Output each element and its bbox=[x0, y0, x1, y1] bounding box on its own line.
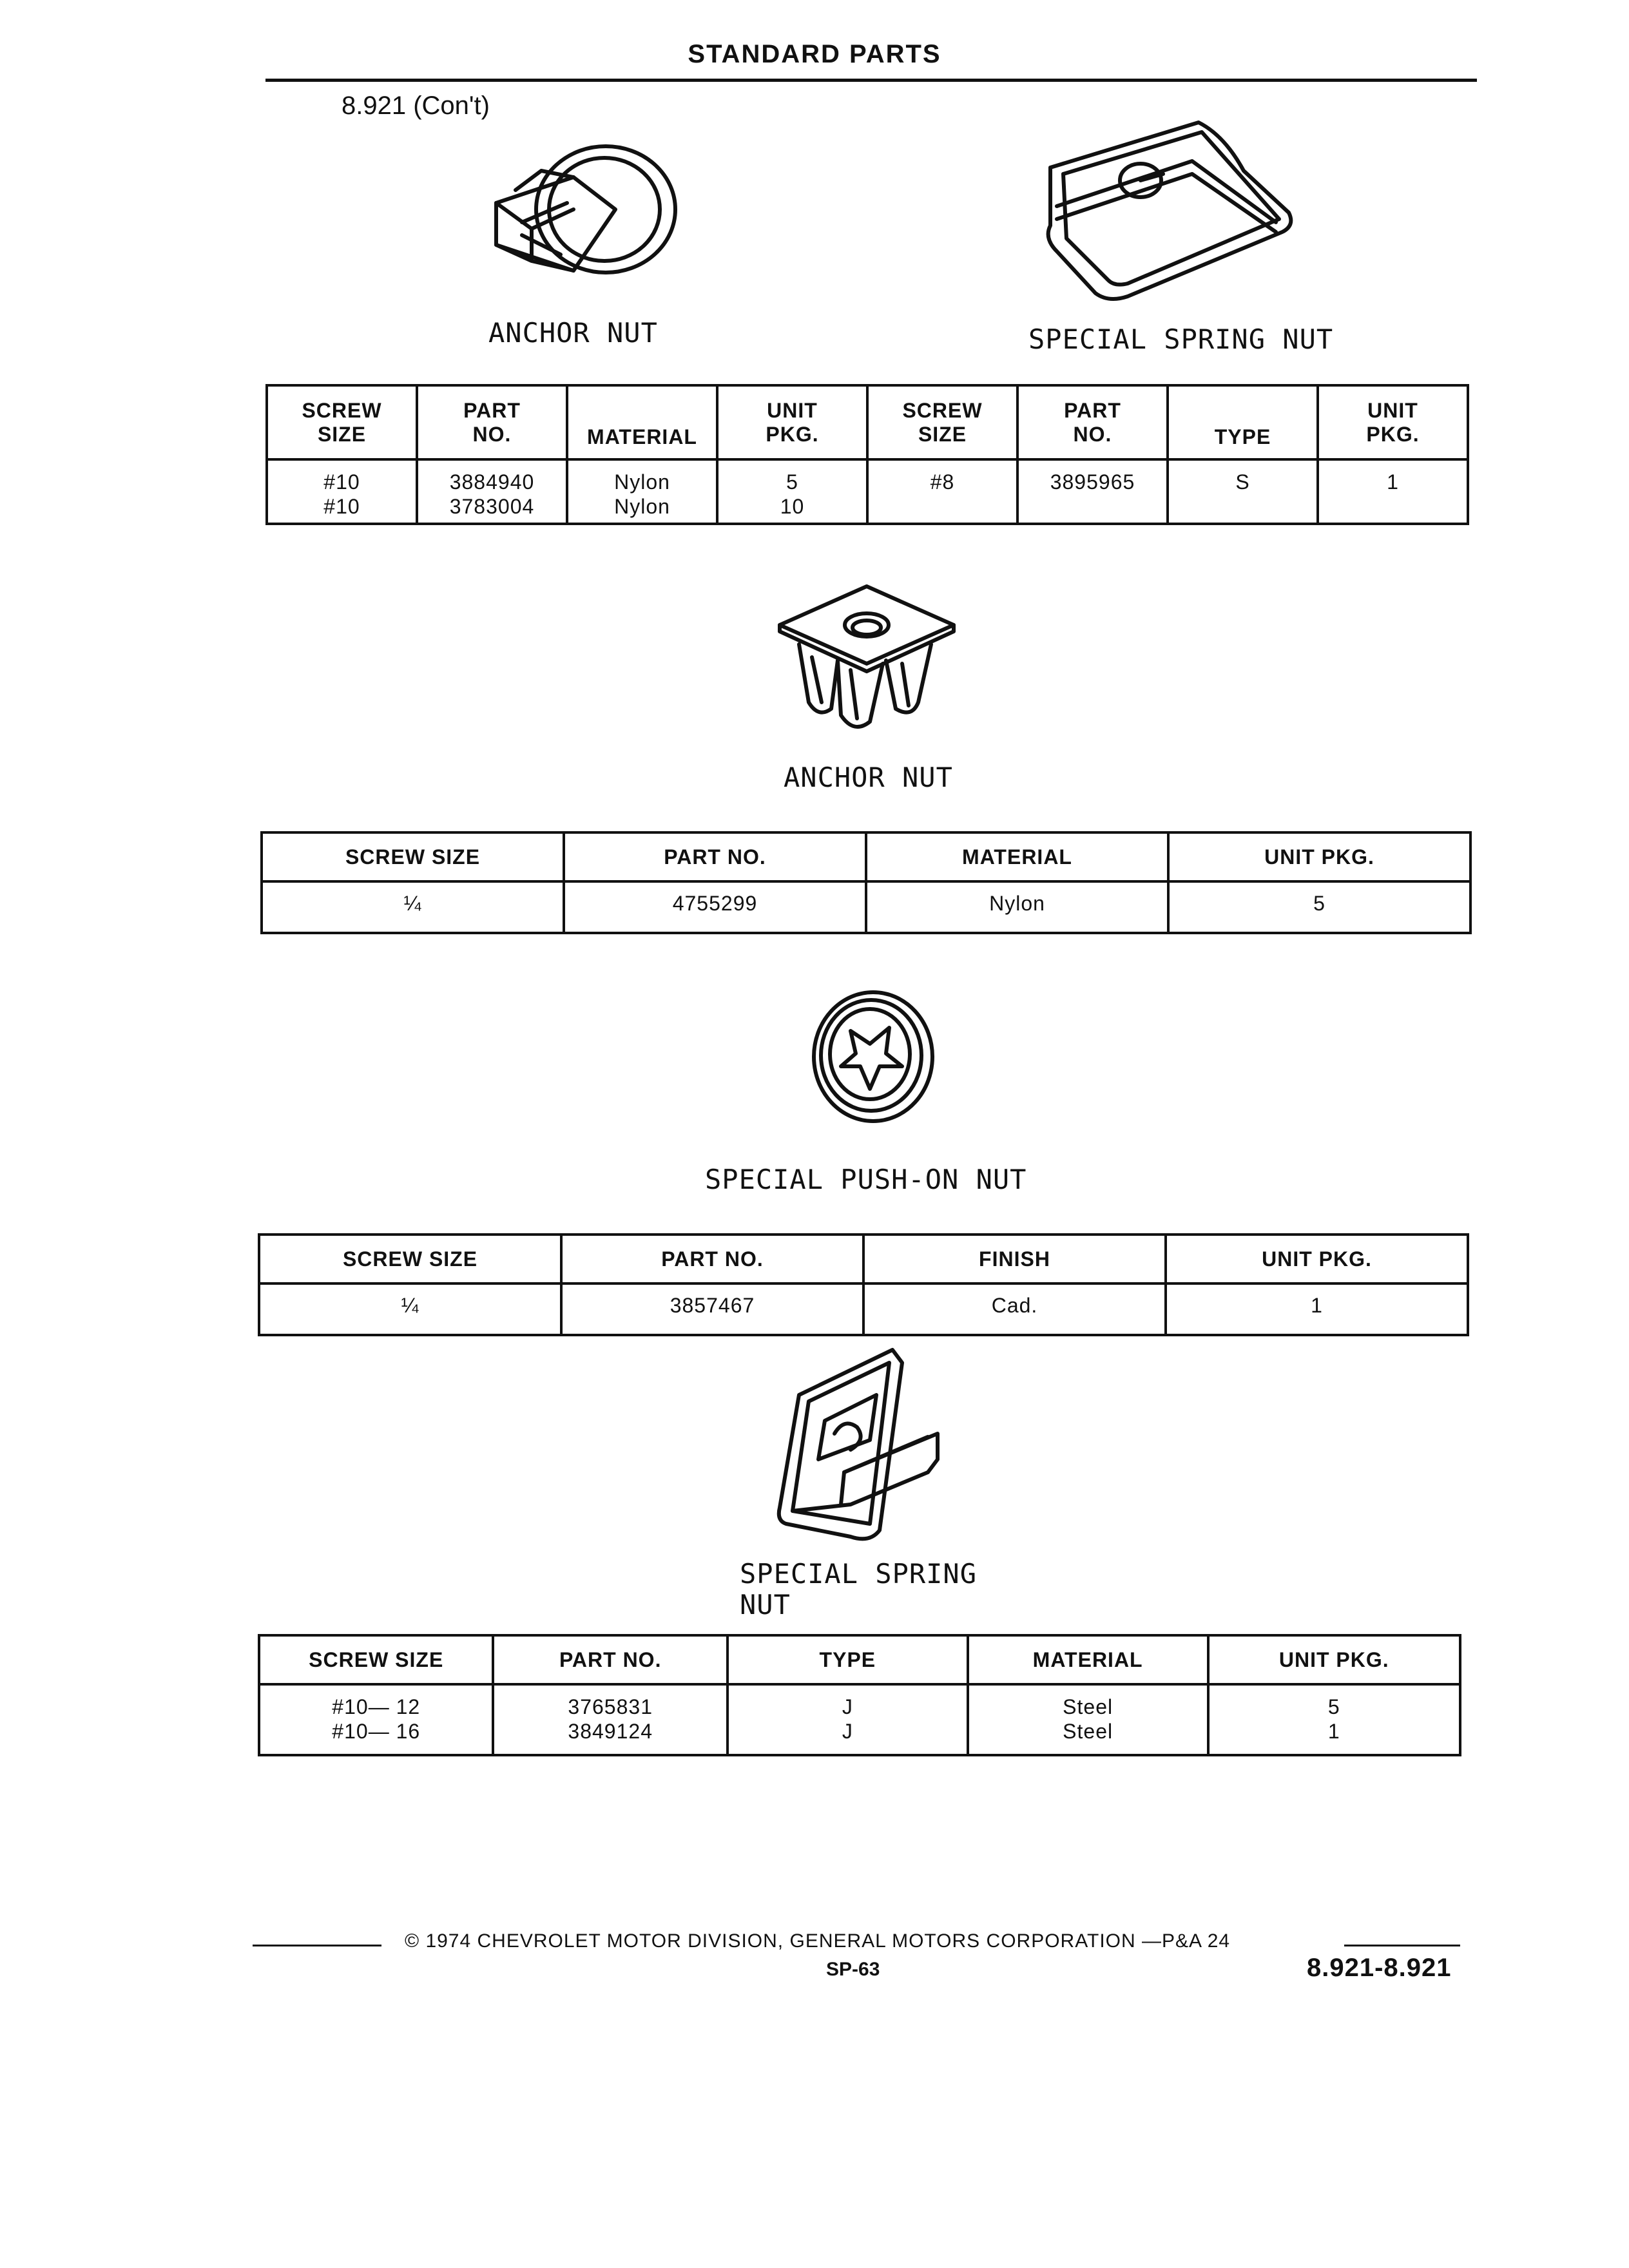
col-header: SCREW SIZE bbox=[867, 385, 1017, 459]
col-header: PART NO. bbox=[493, 1635, 727, 1684]
footer-rule-right bbox=[1344, 1945, 1460, 1946]
cell-material: Nylon Nylon bbox=[567, 459, 717, 524]
table-row bbox=[262, 881, 1470, 933]
col-header: MATERIAL bbox=[866, 832, 1168, 881]
cell-screw-size: #10 #10 bbox=[267, 459, 417, 524]
col-header: UNIT PKG. bbox=[1208, 1635, 1460, 1684]
j-spring-nut-illustration bbox=[773, 1343, 941, 1543]
cell-part-no: 3857467 bbox=[561, 1283, 863, 1335]
page-reference: 8.921-8.921 bbox=[1307, 1954, 1452, 1982]
anchor-nut-square-illustration bbox=[773, 580, 960, 741]
cell-unit-pkg: 5 1 bbox=[1208, 1684, 1460, 1755]
header-rule bbox=[265, 79, 1477, 82]
anchor-nut-caption: ANCHOR NUT bbox=[488, 317, 658, 349]
footer-rule-left bbox=[253, 1945, 381, 1946]
parts-table-2 bbox=[260, 831, 1472, 934]
col-header: UNIT PKG. bbox=[1168, 832, 1470, 881]
cell-screw-size: ¼ bbox=[262, 881, 564, 933]
parts-table-4 bbox=[258, 1634, 1461, 1756]
cell-screw-size: ¼ bbox=[259, 1283, 561, 1335]
col-header: SCREW SIZE bbox=[259, 1235, 561, 1283]
j-spring-nut-caption-line2: NUT bbox=[740, 1589, 791, 1620]
table-row bbox=[259, 1684, 1460, 1755]
push-on-nut-illustration bbox=[805, 986, 941, 1128]
cell-screw-size: #8 bbox=[867, 459, 1017, 524]
cell-material: Steel Steel bbox=[968, 1684, 1208, 1755]
j-spring-nut-caption-line1: SPECIAL SPRING bbox=[740, 1558, 978, 1590]
cell-material: Nylon bbox=[866, 881, 1168, 933]
page-code: SP-63 bbox=[826, 1959, 880, 1980]
special-spring-nut-illustration bbox=[1031, 110, 1302, 309]
col-header: UNIT PKG. bbox=[1166, 1235, 1468, 1283]
parts-table-3 bbox=[258, 1233, 1469, 1336]
col-header: PART NO. bbox=[1017, 385, 1168, 459]
table-row bbox=[267, 459, 1468, 524]
section-reference: 8.921 (Con't) bbox=[342, 91, 490, 120]
col-header: SCREW SIZE bbox=[259, 1635, 493, 1684]
col-header: SCREW SIZE bbox=[267, 385, 417, 459]
push-on-nut-caption: SPECIAL PUSH-ON NUT bbox=[705, 1164, 1027, 1195]
col-header: UNIT PKG. bbox=[1318, 385, 1468, 459]
col-header: PART NO. bbox=[417, 385, 567, 459]
anchor-nut-square-caption: ANCHOR NUT bbox=[784, 762, 953, 793]
cell-unit-pkg: 1 bbox=[1318, 459, 1468, 524]
cell-unit-pkg: 1 bbox=[1166, 1283, 1468, 1335]
col-header: SCREW SIZE bbox=[262, 832, 564, 881]
special-spring-nut-caption: SPECIAL SPRING NUT bbox=[1028, 323, 1334, 355]
cell-unit-pkg: 5 bbox=[1168, 881, 1470, 933]
col-header: MATERIAL bbox=[968, 1635, 1208, 1684]
col-header: TYPE bbox=[1168, 385, 1318, 459]
cell-part-no: 3895965 bbox=[1017, 459, 1168, 524]
cell-type: S bbox=[1168, 459, 1318, 524]
cell-unit-pkg: 5 10 bbox=[717, 459, 867, 524]
col-header: UNIT PKG. bbox=[717, 385, 867, 459]
cell-finish: Cad. bbox=[863, 1283, 1166, 1335]
col-header: PART NO. bbox=[564, 832, 866, 881]
col-header: MATERIAL bbox=[567, 385, 717, 459]
parts-table-1 bbox=[265, 384, 1469, 525]
table-row bbox=[259, 1283, 1468, 1335]
col-header: FINISH bbox=[863, 1235, 1166, 1283]
anchor-nut-illustration bbox=[477, 132, 683, 280]
cell-part-no: 4755299 bbox=[564, 881, 866, 933]
page-header-title: STANDARD PARTS bbox=[688, 40, 941, 68]
col-header: TYPE bbox=[728, 1635, 968, 1684]
cell-type: J J bbox=[728, 1684, 968, 1755]
cell-part-no: 3765831 3849124 bbox=[493, 1684, 727, 1755]
cell-screw-size: #10— 12 #10— 16 bbox=[259, 1684, 493, 1755]
col-header: PART NO. bbox=[561, 1235, 863, 1283]
cell-part-no: 3884940 3783004 bbox=[417, 459, 567, 524]
copyright-notice: © 1974 CHEVROLET MOTOR DIVISION, GENERAL MOTORS CORPORATION —P&A 24 bbox=[405, 1930, 1231, 1952]
